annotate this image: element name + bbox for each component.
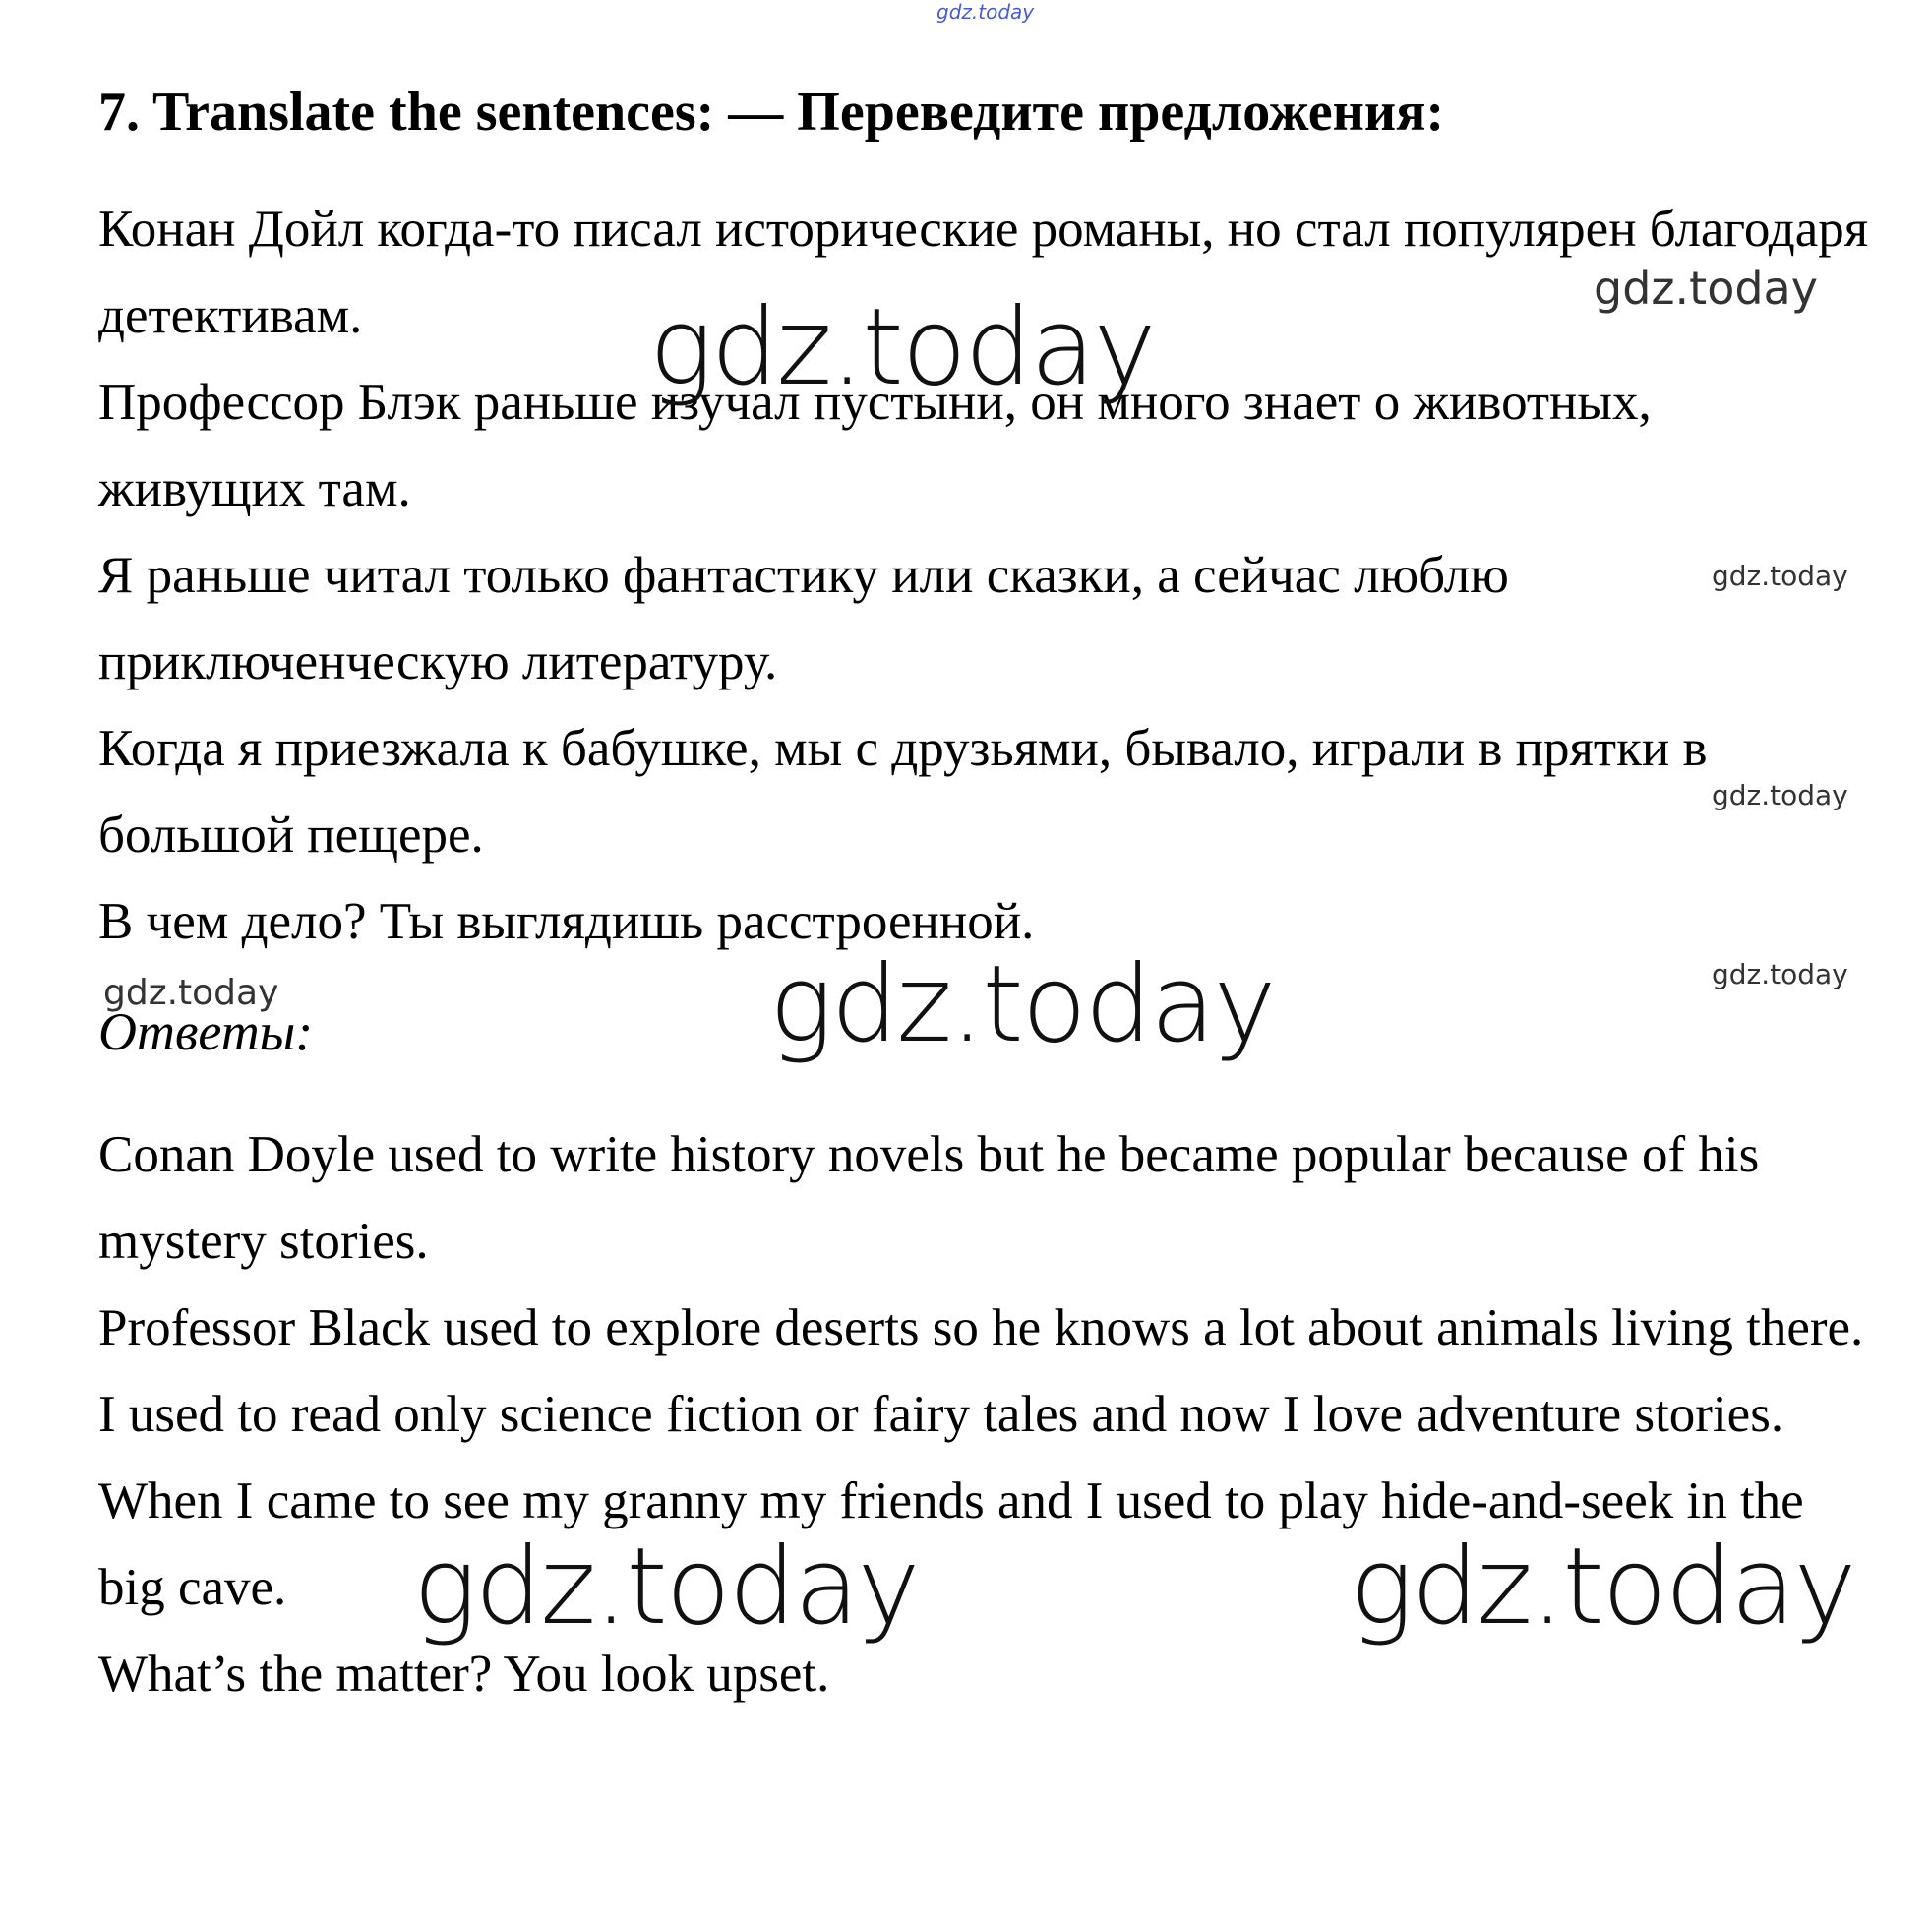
watermark: gdz.today <box>1350 1526 1855 1648</box>
english-sentence: What’s the matter? You look upset. <box>98 1646 830 1703</box>
russian-sentence: В чем дело? Ты выглядишь расстроенной. <box>98 893 1035 950</box>
russian-sentence: Конан Дойл когда-то писал исторические романы, но стал популярен благодаря детективам. <box>98 201 1869 344</box>
watermark: gdz.today <box>1712 958 1848 990</box>
watermark: gdz.today <box>769 943 1275 1066</box>
english-sentence: I used to read only science fiction or fairy tales and now I love adventure stories. <box>98 1386 1784 1443</box>
exercise-heading: 7. Translate the sentences: — Переведите предложения: <box>98 82 1445 143</box>
russian-sentence: Я раньше читал только фантастику или сказки, а сейчас люблю приключенческую литературу. <box>98 547 1509 690</box>
watermark-top: gdz.today <box>936 0 1035 24</box>
watermark: gdz.today <box>103 973 279 1013</box>
english-sentence: Professor Black used to explore deserts so he knows a lot about animals living there. <box>98 1299 1864 1356</box>
watermark: gdz.today <box>413 1526 919 1648</box>
russian-sentence: Когда я приезжала к бабушке, мы с друзьями, бывало, играли в прятки в большой пещере. <box>98 720 1708 864</box>
watermark: gdz.today <box>1594 262 1818 315</box>
watermark: gdz.today <box>1712 779 1848 811</box>
english-sentence: Conan Doyle used to write history novels but he became popular because of his mystery stories. <box>98 1126 1760 1270</box>
russian-sentence: Профессор Блэк раньше изучал пустыни, он много знает о животных, живущих там. <box>98 374 1652 517</box>
answers-label: Ответы: <box>98 1002 314 1061</box>
english-sentence: When I came to see my granny my friends and I used to play hide-and-seek in the big cave. <box>98 1472 1804 1616</box>
watermark: gdz.today <box>1712 560 1848 592</box>
watermark: gdz.today <box>649 286 1155 409</box>
